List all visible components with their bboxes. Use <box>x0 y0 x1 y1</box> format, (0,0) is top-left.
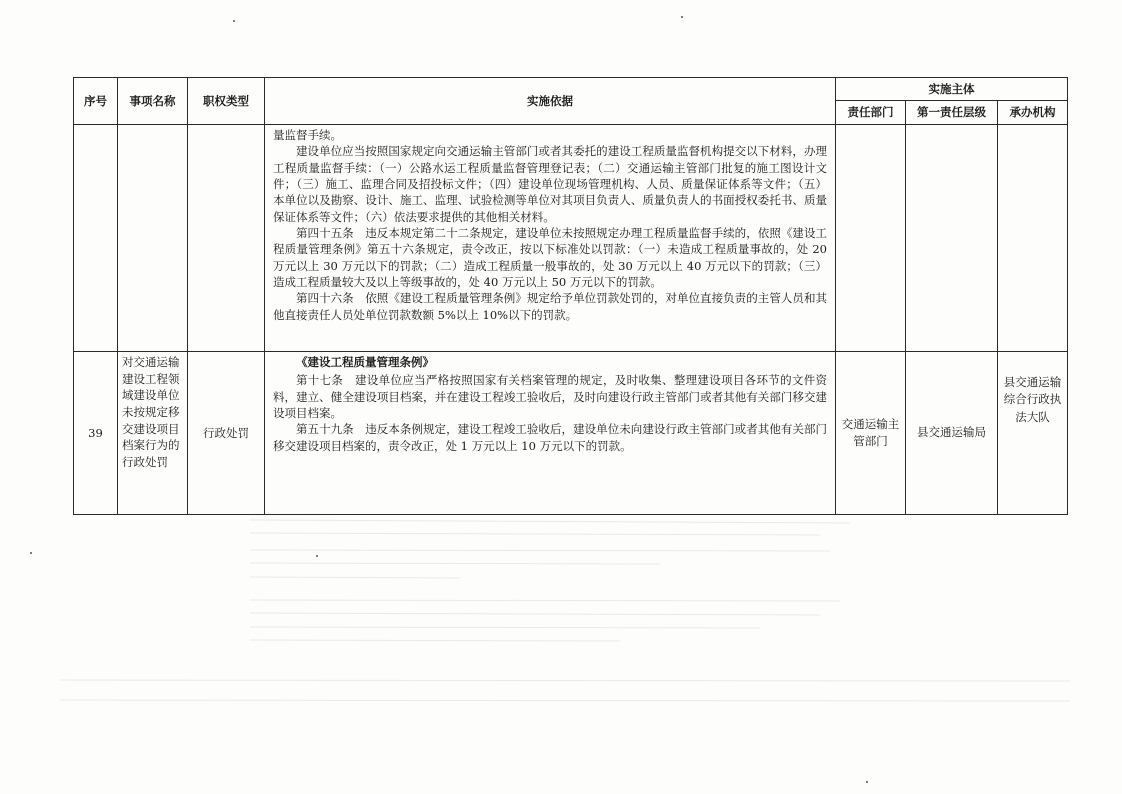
cell-resp-dept: 交通运输主管部门 <box>836 352 906 515</box>
cell-first-level-empty <box>906 125 998 352</box>
table-row-39 <box>74 352 1068 515</box>
col-header-seq: 序号 <box>74 78 118 125</box>
scan-speck <box>316 555 318 557</box>
cell-seq-empty <box>74 125 118 352</box>
cell-resp-dept-empty <box>836 125 906 352</box>
header-row <box>74 78 1068 101</box>
table-row-continuation <box>74 125 1068 352</box>
authority-list-table <box>73 77 1068 515</box>
basis-paragraph: 第四十六条 依照《建设工程质量管理条例》规定给予单位罚款处罚的，对单位直接负责的主管人员和其他直接责任人员处单位罚款数额 5%以上 10%以下的罚款。 <box>273 291 827 322</box>
cell-power-type: 行政处罚 <box>188 352 265 515</box>
basis-title: 《建设工程质量管理条例》 <box>296 355 434 369</box>
col-header-handling-org: 承办机构 <box>998 101 1068 125</box>
basis-paragraph: 量监督手续。 <box>273 128 342 142</box>
col-header-power-type: 职权类型 <box>188 78 265 125</box>
cell-item-name-empty <box>118 125 188 352</box>
cell-basis-continuation <box>265 125 836 352</box>
cell-handling-org: 县交通运输综合行政执法大队 <box>998 352 1068 515</box>
col-header-first-level: 第一责任层级 <box>906 101 998 125</box>
cell-first-level: 县交通运输局 <box>906 352 998 515</box>
cell-power-type-empty <box>188 125 265 352</box>
col-header-subject: 实施主体 <box>836 78 1068 101</box>
cell-handling-org-empty <box>998 125 1068 352</box>
scan-speck <box>233 20 235 22</box>
bleed-through-texture <box>60 515 1070 725</box>
basis-paragraph: 第五十九条 违反本条例规定，建设工程竣工验收后，建设单位未向建设行政主管部门或者其他有关部门移交建设项目档案的，责令改正，处 1 万元以上 10 万元以下的罚款。 <box>273 422 827 453</box>
col-header-item-name: 事项名称 <box>118 78 188 125</box>
scan-speck <box>30 552 32 554</box>
basis-paragraph: 第四十五条 违反本规定第二十二条规定，建设单位未按照规定办理工程质量监督手续的，依照《建设工程质量管理条例》第五十六条规定，责令改正，按以下标准处以罚款：（一）未造成工程质量事故的，处 20 万元以上 30 万元以下的罚款；（二）造成工程质量一般事故的，处 30 万元以上 40 万元以下的罚款；（三）造成工程质量较大及以上等级事故的，处 40 万元以上 50 万元以下的罚款。 <box>273 225 827 289</box>
col-header-basis: 实施依据 <box>265 78 836 125</box>
cell-item-name: 对交通运输建设工程领域建设单位未按规定移交建设项目档案行为的行政处罚 <box>118 352 188 515</box>
basis-paragraph: 建设单位应当按照国家规定向交通运输主管部门或者其委托的建设工程质量监督机构提交以下材料，办理工程质量监督手续：（一）公路水运工程质量监督管理登记表；（二）交通运输主管部门批复的施工图设计文件；（三）施工、监理合同及招投标文件；（四）建设单位现场管理机构、人员、质量保证体系等文件；（五）本单位以及勘察、设计、施工、监理、试验检测等单位对其项目负责人、质量负责人的书面授权委托书、质量保证体系等文件；（六）依法要求提供的其他相关材料。 <box>273 144 827 224</box>
scan-speck <box>866 781 868 783</box>
col-header-resp-dept: 责任部门 <box>836 101 906 125</box>
cell-basis <box>265 352 836 515</box>
basis-paragraph: 第十七条 建设单位应当严格按照国家有关档案管理的规定，及时收集、整理建设项目各环节的文件资料，建立、健全建设项目档案，并在建设工程竣工验收后，及时向建设行政主管部门或者其他有关部门移交建设项目档案。 <box>273 373 827 420</box>
scan-speck <box>681 16 683 18</box>
cell-seq: 39 <box>74 352 118 515</box>
